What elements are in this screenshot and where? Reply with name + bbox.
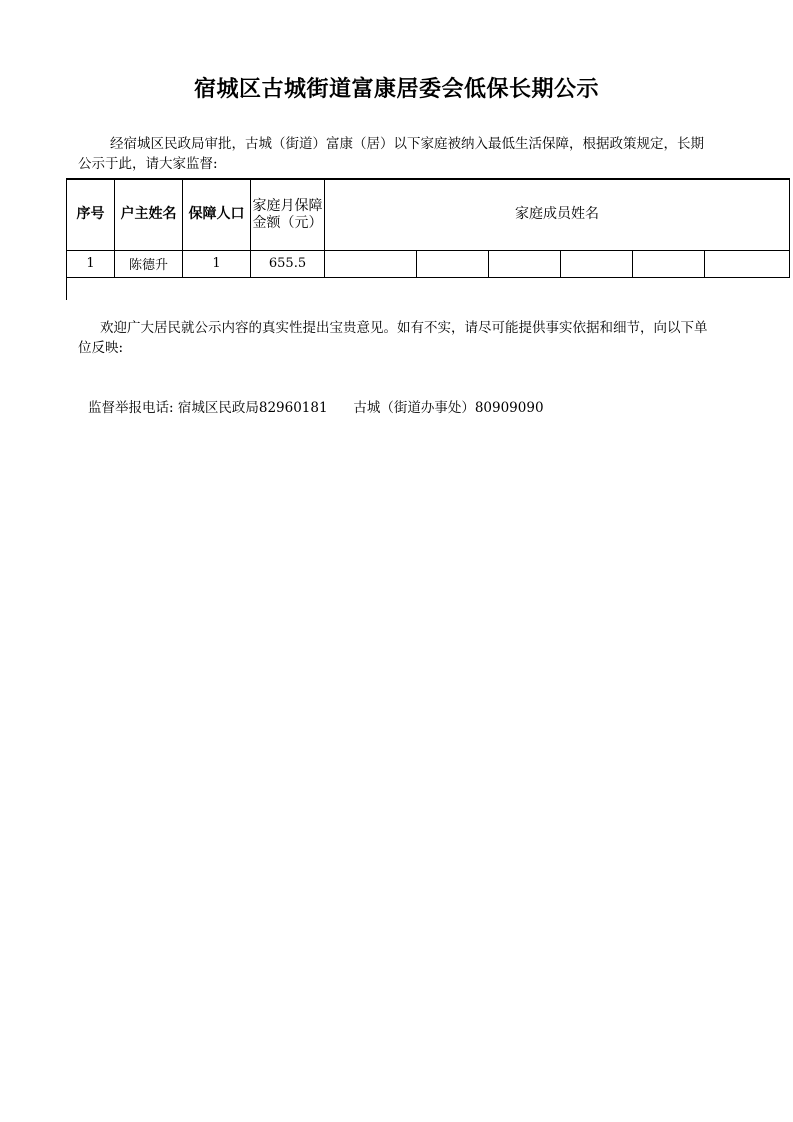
table-row <box>67 250 790 277</box>
header-seq: 序号 <box>67 179 115 250</box>
contact-street-office: 古城（街道办事处）80909090 <box>353 400 544 416</box>
contact-line <box>88 398 544 418</box>
header-members: 家庭成员姓名 <box>325 179 790 250</box>
cell-covered-people: 1 <box>183 250 251 277</box>
cell-householder: 陈德升 <box>115 250 183 277</box>
table-header-row <box>67 179 790 250</box>
contact-label: 监督举报电话: <box>88 400 174 416</box>
contact-district-office: 宿城区民政局82960181 <box>177 400 328 416</box>
subsidy-roster-table <box>66 178 790 278</box>
header-covered-people: 保障人口 <box>183 179 251 250</box>
cell-member <box>561 250 633 277</box>
cell-monthly-amount: 655.5 <box>251 250 325 277</box>
cell-member <box>417 250 489 277</box>
cell-seq: 1 <box>67 250 115 277</box>
feedback-paragraph: 欢迎广大居民就公示内容的真实性提出宝贵意见。如有不实，请尽可能提供事实依据和细节，向以下单位反映: <box>78 320 708 356</box>
cell-member <box>705 250 790 277</box>
cell-member <box>633 250 705 277</box>
header-householder: 户主姓名 <box>115 179 183 250</box>
intro-paragraph: 经宿城区民政局审批，古城（街道）富康（居）以下家庭被纳入最低生活保障，根据政策规定，长期公示于此，请大家监督: <box>78 136 704 172</box>
header-monthly-amount: 家庭月保障 金额（元） <box>251 179 325 250</box>
cell-member <box>489 250 561 277</box>
table-left-border <box>66 278 67 300</box>
page-title: 宿城区古城街道富康居委会低保长期公示 <box>193 76 599 102</box>
cell-member <box>325 250 417 277</box>
